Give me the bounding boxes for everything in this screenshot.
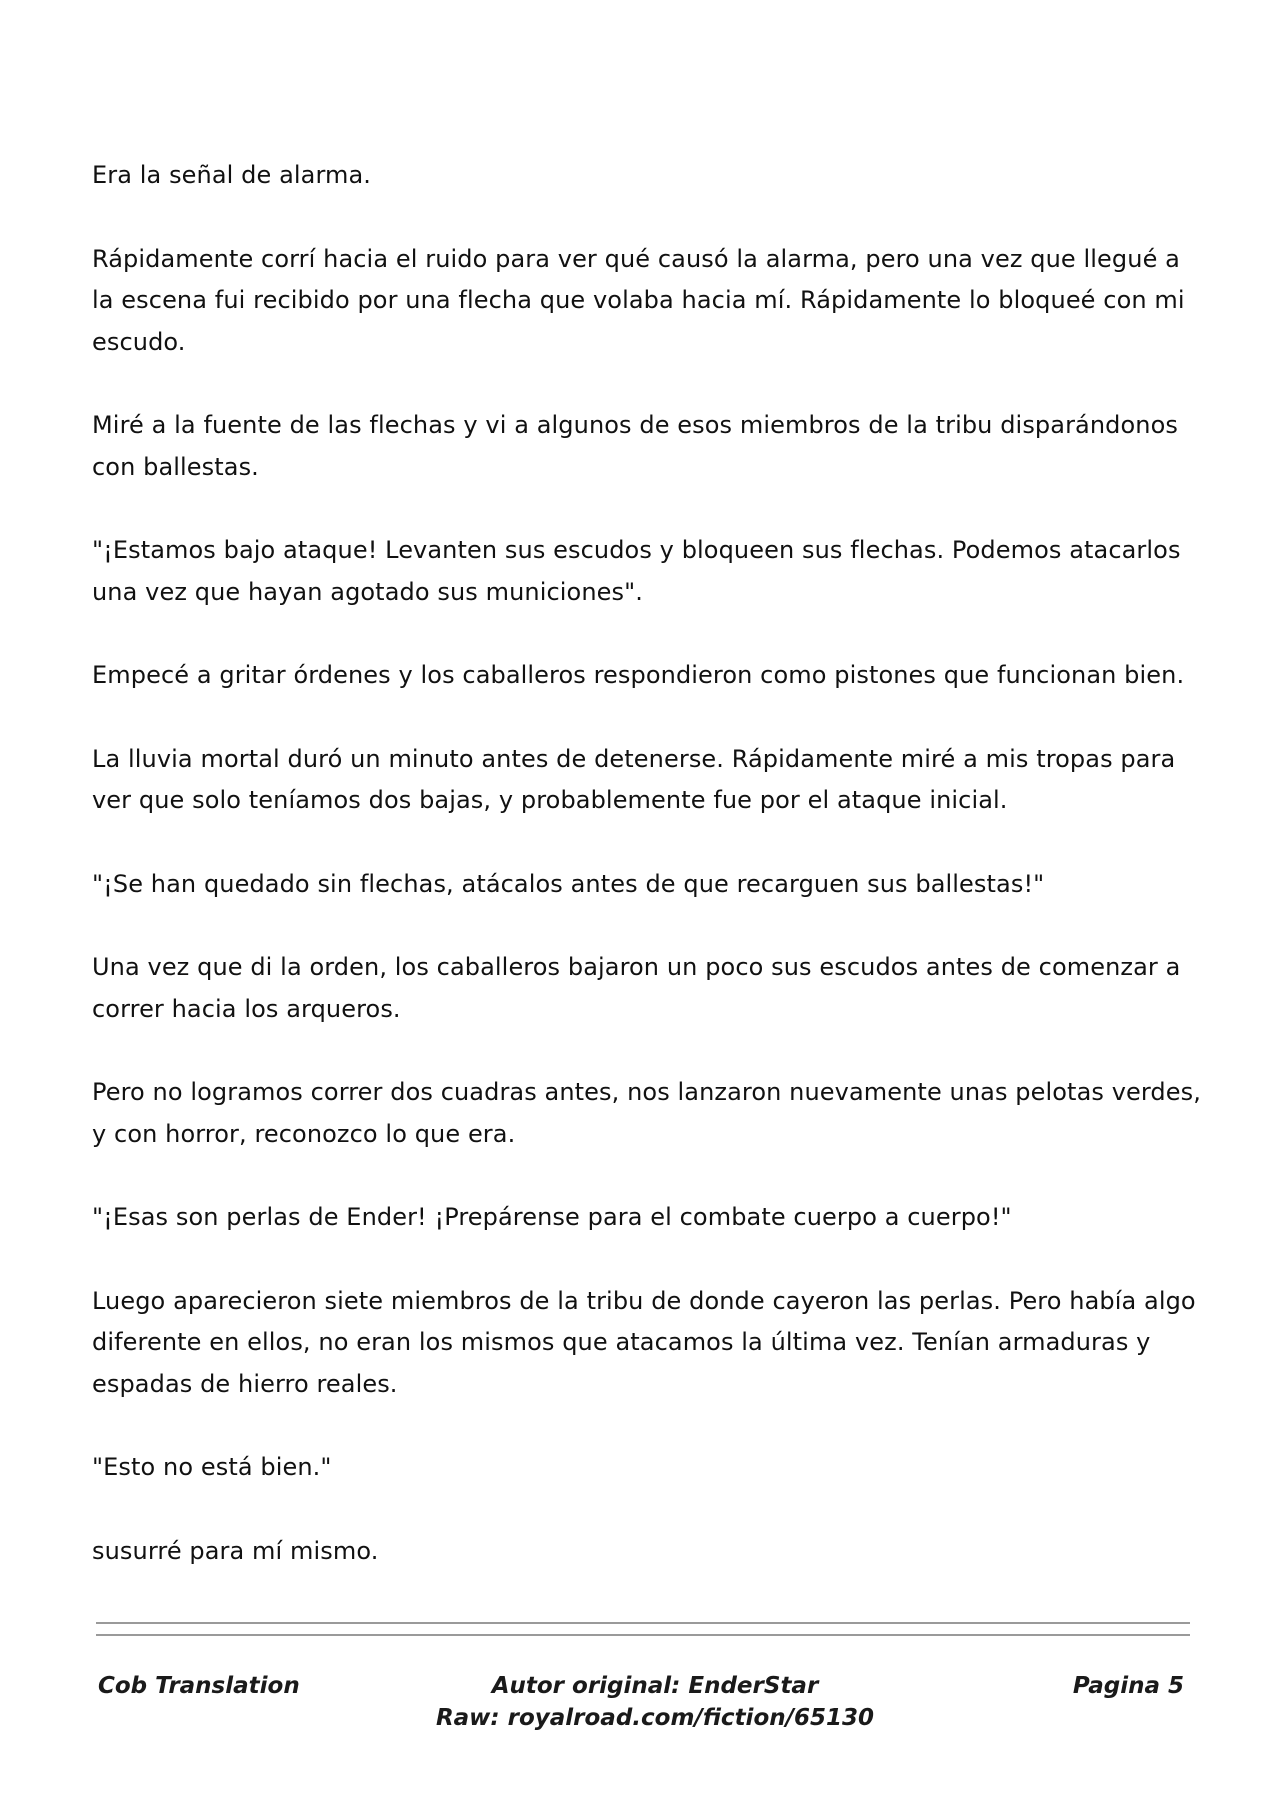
footer-page-number: Pagina 5 xyxy=(1072,1673,1184,1699)
paragraph: "¡Se han quedado sin flechas, atácalos antes de que recarguen sus ballestas!" xyxy=(92,869,1045,898)
paragraph: Luego aparecieron siete miembros de la tribu de donde cayeron las perlas. Pero había algo diferente en ellos, no eran los mismos que atacamos la última vez. Tenían armaduras y espadas de hierro reales. xyxy=(92,1286,1196,1398)
paragraph: Era la señal de alarma. xyxy=(92,161,372,189)
body-text xyxy=(92,155,1202,1614)
footer-raw-source: Raw: royalroad.com/fiction/65130 xyxy=(435,1705,875,1731)
paragraph: La lluvia mortal duró un minuto antes de detenerse. Rápidamente miré a mis tropas para ver que solo teníamos dos bajas, y probablemente fue por el ataque inicial. xyxy=(92,744,1176,814)
paragraph: susurré para mí mismo. xyxy=(92,1536,379,1565)
footer-credits xyxy=(420,1670,890,1734)
footer-divider-bottom xyxy=(96,1634,1190,1636)
paragraph: "Esto no está bien." xyxy=(92,1453,332,1481)
paragraph: "¡Esas son perlas de Ender! ¡Prepárense para el combate cuerpo a cuerpo!" xyxy=(92,1203,1012,1231)
paragraph: Rápidamente corrí hacia el ruido para ver qué causó la alarma, pero una vez que llegué a la escena fui recibido por una flecha que volaba hacia mí. Rápidamente lo bloqueé con mi escudo. xyxy=(92,244,1185,356)
paragraph: Empecé a gritar órdenes y los caballeros respondieron como pistones que funcionan bien. xyxy=(92,661,1185,689)
footer-translator: Cob Translation xyxy=(98,1673,300,1699)
paragraph: "¡Estamos bajo ataque! Levanten sus escudos y bloqueen sus flechas. Podemos atacarlos una vez que hayan agotado sus municiones". xyxy=(92,536,1181,606)
paragraph: Miré a la fuente de las flechas y vi a algunos de esos miembros de la tribu disparándonos con ballestas. xyxy=(92,411,1178,481)
footer-divider-top xyxy=(96,1622,1190,1624)
footer-author: Autor original: EnderStar xyxy=(491,1673,819,1699)
paragraph: Una vez que di la orden, los caballeros bajaron un poco sus escudos antes de comenzar a correr hacia los arqueros. xyxy=(92,953,1181,1023)
paragraph: Pero no logramos correr dos cuadras antes, nos lanzaron nuevamente unas pelotas verdes, y con horror, reconozco lo que era. xyxy=(92,1078,1201,1148)
